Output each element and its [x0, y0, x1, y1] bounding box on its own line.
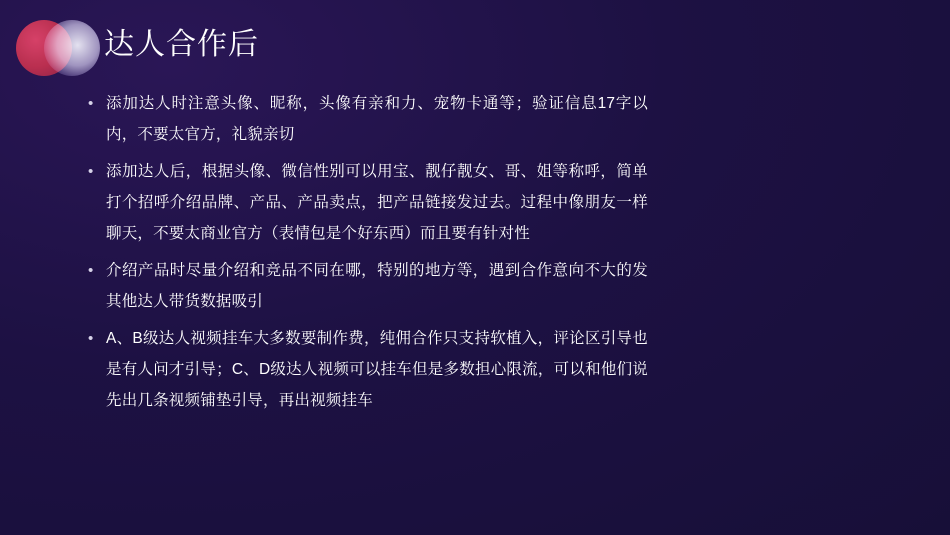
list-item-text: A、B级达人视频挂车大多数要制作费，纯佣合作只支持软植入，评论区引导也是有人问才引导；C、D级达人视频可以挂车但是多数担心限流，可以和他们说先出几条视频铺垫引导，再出视频挂车: [106, 330, 648, 409]
page-title: 达人合作后: [104, 28, 259, 61]
bullet-marker-icon: •: [88, 95, 94, 112]
list-item-text: 添加达人时注意头像、昵称，头像有亲和力、宠物卡通等；验证信息17字以内，不要太官方，礼貌亲切: [106, 95, 648, 143]
list-item: [88, 156, 648, 249]
list-item-text: 介绍产品时尽量介绍和竞品不同在哪，特别的地方等，遇到合作意向不大的发其他达人带货数据吸引: [106, 262, 648, 310]
list-item: [88, 88, 648, 150]
list-item: [88, 323, 648, 416]
bullet-marker-icon: •: [88, 163, 94, 180]
bullet-list: [88, 88, 648, 422]
bullet-marker-icon: •: [88, 262, 94, 279]
list-item: [88, 255, 648, 317]
circle-light-icon: [44, 20, 100, 76]
bullet-marker-icon: •: [88, 330, 94, 347]
list-item-text: 添加达人后，根据头像、微信性别可以用宝、靓仔靓女、哥、姐等称呼，简单打个招呼介绍品牌、产品、产品卖点，把产品链接发过去。过程中像朋友一样聊天，不要太商业官方（表情包是个好东西）而且要有针对性: [106, 163, 648, 242]
